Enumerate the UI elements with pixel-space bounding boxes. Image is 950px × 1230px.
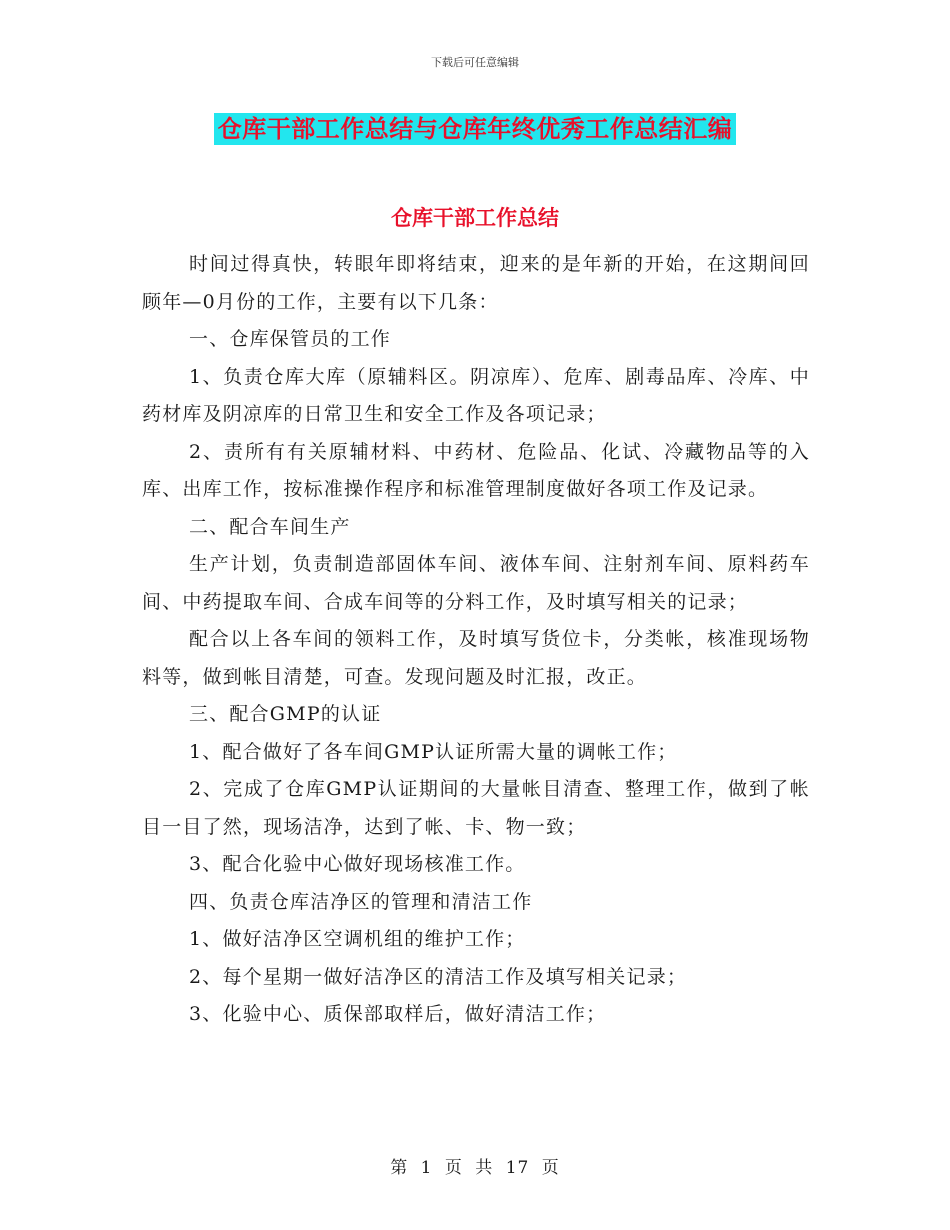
paragraph: 配合以上各车间的领料工作，及时填写货位卡，分类帐，核准现场物料等，做到帐目清楚，可查。发现问题及时汇报，改正。 xyxy=(142,628,810,688)
paragraph: 生产计划，负责制造部固体车间、液体车间、注射剂车间、原料药车间、中药提取车间、合成车间等的分料工作，及时填写相关的记录； xyxy=(142,553,810,613)
paragraph: 2、责所有有关原辅材料、中药材、危险品、化试、冷藏物品等的入库、出库工作，按标准操作程序和标准管理制度做好各项工作及记录。 xyxy=(142,440,810,500)
paragraph: 2、完成了仓库GMP认证期间的大量帐目清查、整理工作，做到了帐目一目了然，现场洁净，达到了帐、卡、物一致； xyxy=(142,778,810,838)
page-number-footer: 第 1 页 共 17 页 xyxy=(390,1158,560,1178)
document-body xyxy=(142,246,810,1034)
paragraph: 2、每个星期一做好洁净区的清洁工作及填写相关记录； xyxy=(189,965,688,988)
paragraph: 1、配合做好了各车间GMP认证所需大量的调帐工作； xyxy=(189,740,678,763)
paragraph: 3、化验中心、质保部取样后，做好清洁工作； xyxy=(189,1003,607,1025)
header-note: 下载后可任意编辑 xyxy=(431,56,519,69)
section-heading: 二、配合车间生产 xyxy=(189,515,351,538)
section-heading: 三、配合GMP的认证 xyxy=(189,703,382,725)
section-title: 仓库干部工作总结 xyxy=(391,206,559,230)
paragraph: 1、负责仓库大库（原辅料区。阴凉库）、危库、剧毒品库、冷库、中药材库及阴凉库的日常卫生和安全工作及各项记录； xyxy=(142,365,810,425)
paragraph: 时间过得真快，转眼年即将结束，迎来的是年新的开始，在这期间回顾年—0月份的工作，主要有以下几条： xyxy=(142,253,810,313)
section-heading: 四、负责仓库洁净区的管理和清洁工作 xyxy=(189,890,533,913)
section-heading: 一、仓库保管员的工作 xyxy=(189,328,392,350)
main-title-container xyxy=(0,113,950,145)
paragraph: 3、配合化验中心做好现场核准工作。 xyxy=(189,853,526,875)
paragraph: 1、做好洁净区空调机组的维护工作； xyxy=(189,928,526,950)
main-title: 仓库干部工作总结与仓库年终优秀工作总结汇编 xyxy=(214,113,737,145)
